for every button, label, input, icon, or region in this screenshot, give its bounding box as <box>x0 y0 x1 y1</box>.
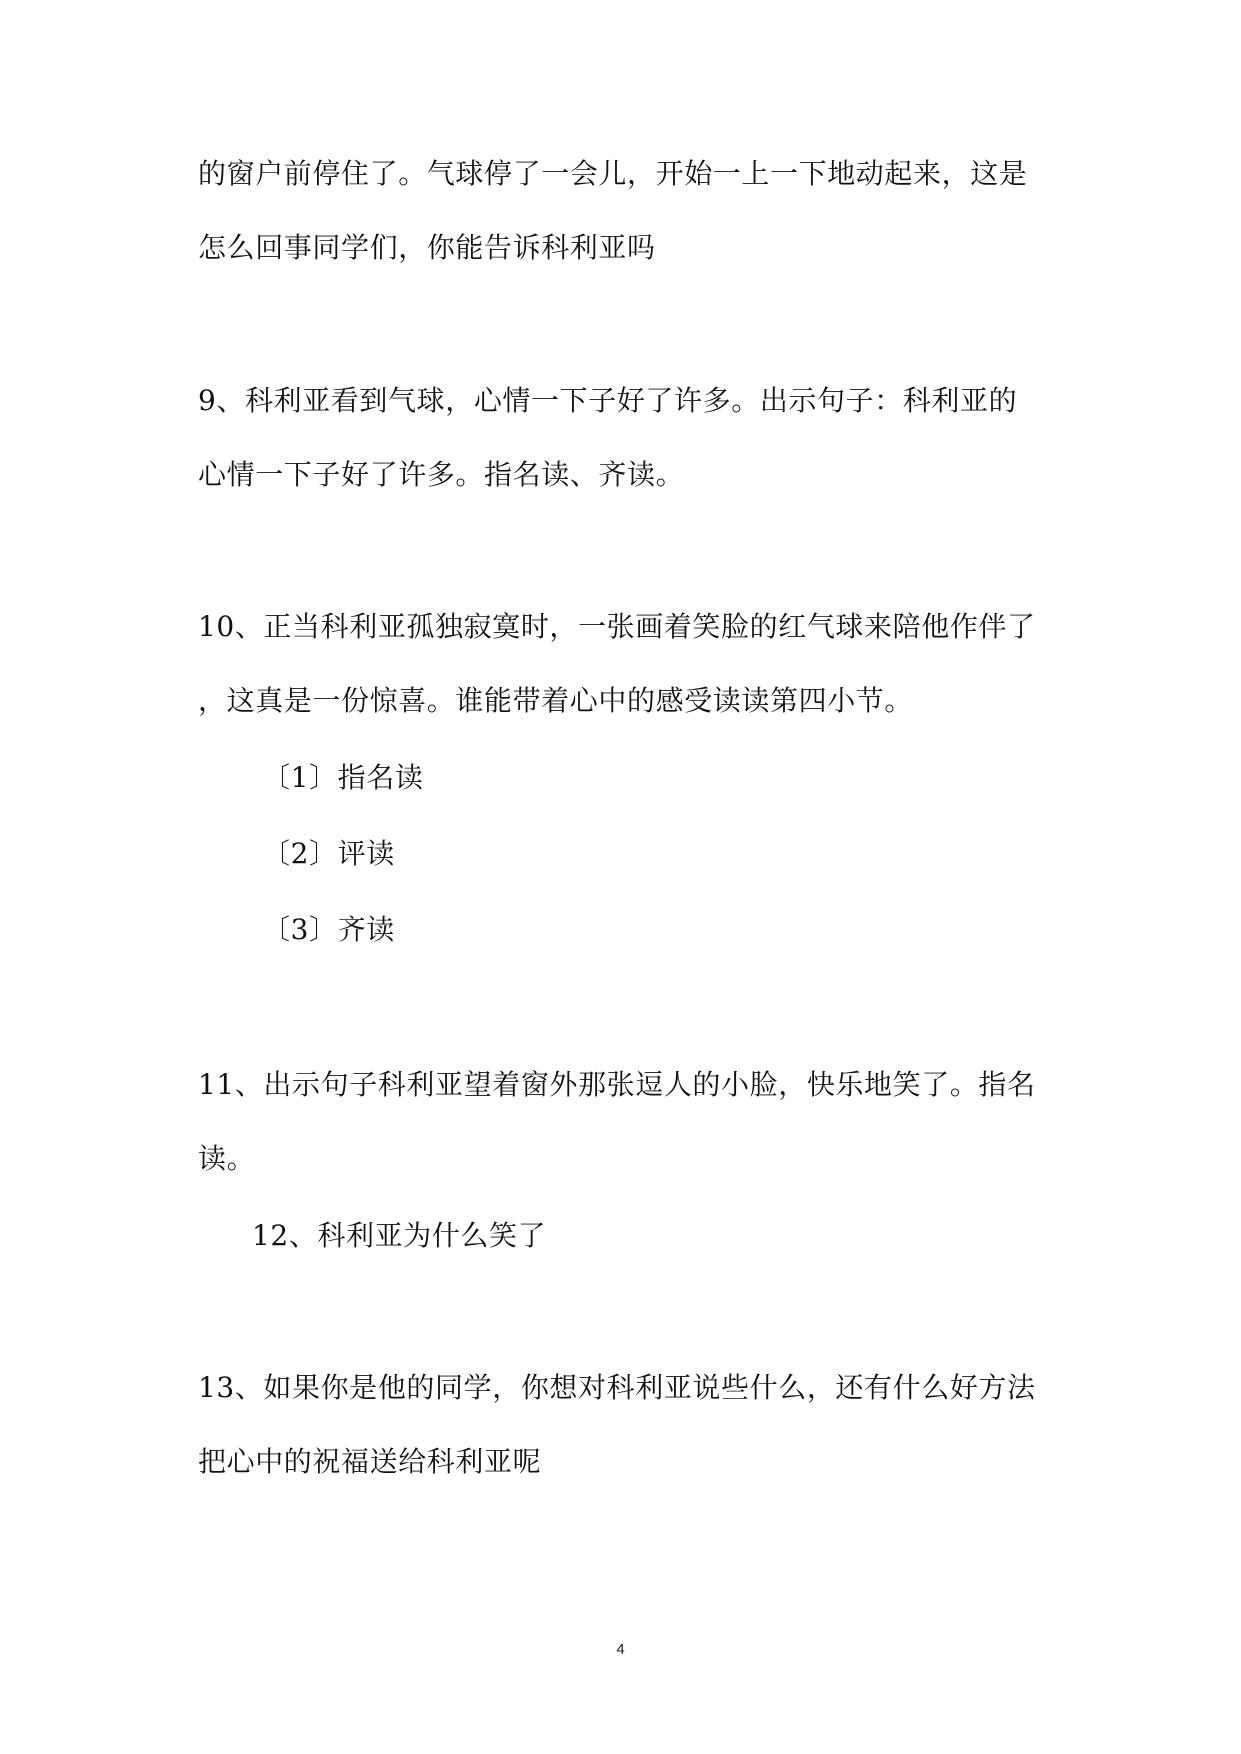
item-9-line: 9、科利亚看到气球，心情一下子好了许多。出示句子：科利亚的 <box>198 384 1018 417</box>
item-13-line: 13、如果你是他的同学，你想对科利亚说些什么，还有什么好方法 <box>198 1371 1036 1404</box>
item-12-line: 12、科利亚为什么笑了 <box>252 1219 547 1252</box>
item-10-line: ，这真是一份惊喜。谁能带着心中的感受读读第四小节。 <box>198 684 914 717</box>
item-9-line: 心情一下子好了许多。指名读、齐读。 <box>198 458 685 491</box>
sub-item-3: 〔3〕齐读 <box>262 913 395 946</box>
paragraph-line: 怎么回事同学们，你能告诉科利亚吗 <box>198 231 656 264</box>
paragraph-line: 的窗户前停住了。气球停了一会儿，开始一上一下地动起来，这是 <box>198 157 1028 190</box>
item-10-line: 10、正当科利亚孤独寂寞时，一张画着笑脸的红气球来陪他作伴了 <box>198 610 1036 643</box>
item-11-line: 11、出示句子科利亚望着窗外那张逗人的小脸，快乐地笑了。指名 <box>198 1068 1036 1101</box>
page-number: 4 <box>616 1641 625 1658</box>
sub-item-1: 〔1〕指名读 <box>262 761 424 794</box>
item-13-line: 把心中的祝福送给科利亚呢 <box>198 1445 542 1478</box>
item-11-line: 读。 <box>198 1142 256 1175</box>
sub-item-2: 〔2〕评读 <box>262 837 395 870</box>
